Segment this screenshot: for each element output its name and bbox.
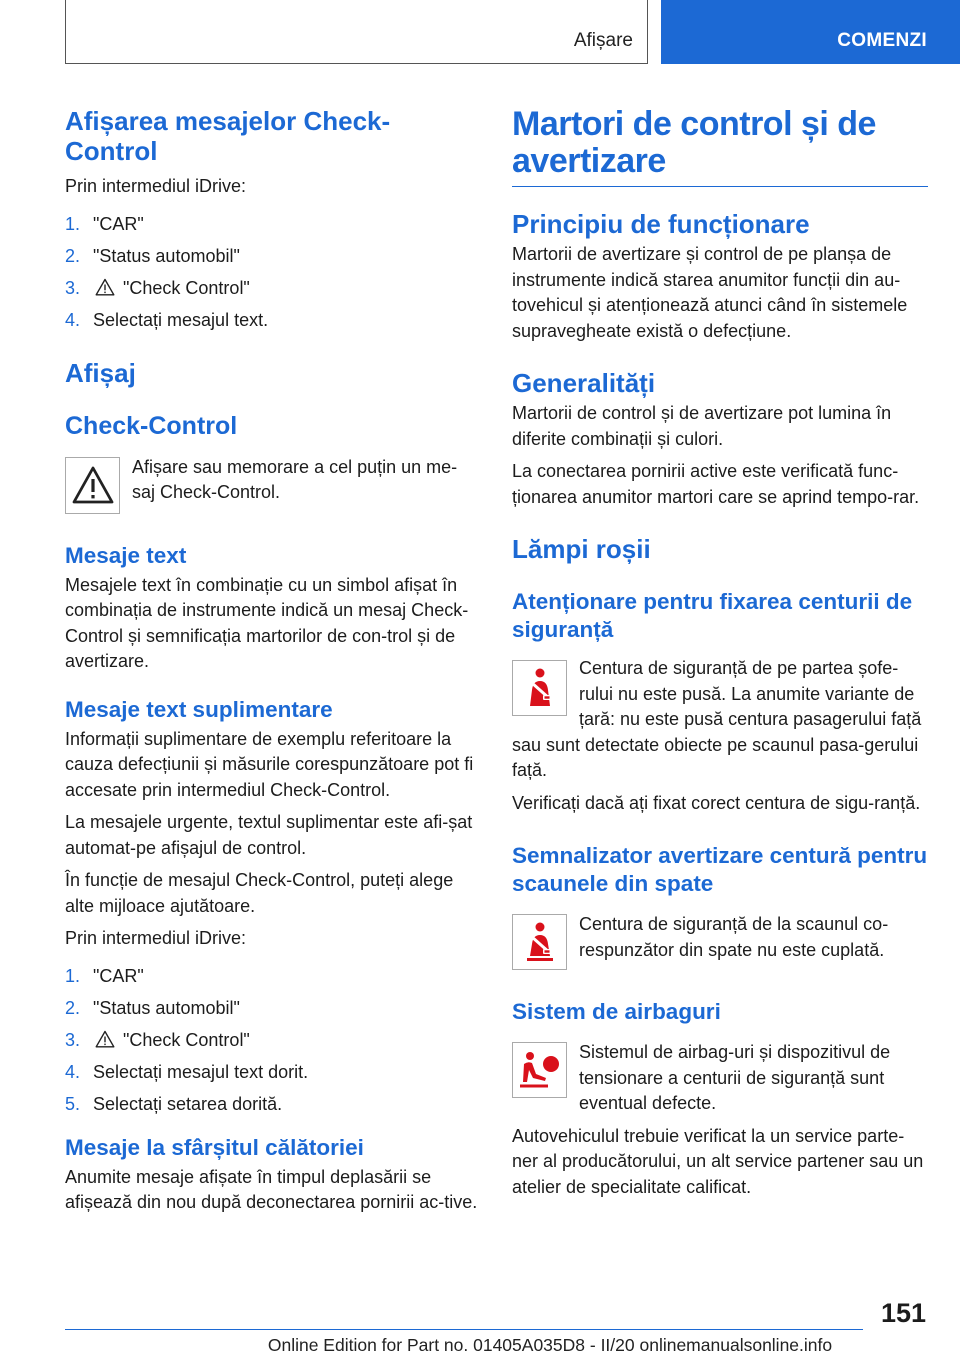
generalitati-paragraph-1: Martorii de control și de avertizare pot lumina în diferite combinații și culori. [512, 403, 892, 449]
martori-title: Martori de control și de avertizare [512, 105, 876, 180]
principiu-paragraph: Martorii de avertizare și control de pe planșa de instrumente indică starea anumitor funcții din au-tovehicul și atenționează atunci când în sistemele supravegheate există o defecțiune. [512, 244, 908, 341]
airbag-paragraph-1: Sistemul de airbag-uri și dispozitivul de tensionare a centurii de siguranță sunt eventual defecte. [579, 1042, 891, 1113]
suplimentare-paragraph-2: La mesajele urgente, textul suplimentar este afi-șat automat-pe afișajul de control. [65, 812, 473, 858]
list-item: 3. "Check Control" [65, 277, 250, 298]
generalitati-heading: Generalități [512, 368, 656, 398]
list-item: 4. Selectați mesajul text. [65, 310, 269, 331]
page-number: 151 [880, 1298, 926, 1328]
steps-list-1 [65, 212, 480, 334]
intro-text: Prin intermediul iDrive: [65, 176, 247, 196]
header-chapter-label: COMENZI [837, 30, 927, 51]
suplimentare-paragraph-4: Prin intermediul iDrive: [65, 928, 247, 949]
check-control-row [65, 455, 480, 514]
warning-triangle-icon [65, 457, 120, 514]
sfarsit-calatoriei-paragraph: Anumite mesaje afișate în timpul deplasării se afișează din nou după deconectarea pornirii ac-tive. [65, 1166, 478, 1213]
list-item: 4. Selectați mesajul text dorit. [65, 1062, 309, 1083]
atentionare-paragraph-1: Centura de siguranță de pe partea șofe-rului nu este pusă. La anumite variante de țară: nu este pusă centura pasagerului față sau sunt detectate obiecte pe scaunul pasa-gerului față. [512, 658, 922, 780]
atentionare-block [512, 656, 928, 784]
warning-triangle-icon [95, 278, 115, 296]
steps-list-2 [65, 964, 480, 1118]
footer-edition-text [0, 1335, 960, 1356]
left-column [65, 106, 480, 1216]
check-control-heading: Check-Control [65, 411, 238, 440]
mesaje-text-heading: Mesaje text [65, 542, 187, 568]
lampi-rosii-heading: Lămpi roșii [512, 534, 651, 564]
check-control-title: Afișarea mesajelor Check-Control [65, 106, 391, 166]
header-section-label: Afișare [573, 30, 633, 51]
list-item: 2. "Status automobil" [65, 245, 240, 266]
list-item: 1. "CAR" [65, 965, 144, 986]
warning-triangle-icon [95, 1030, 115, 1048]
suplimentare-paragraph-1: Informații suplimentare de exemplu referitoare la cauza defecțiunii și măsurile corespunzătoare pot fi accesate prin intermediul Check-Control. [65, 728, 474, 800]
seatbelt-warning-icon [512, 660, 567, 716]
sfarsit-calatoriei-heading: Mesaje la sfârșitul călătoriei [65, 1134, 364, 1160]
semnalizator-paragraph: Centura de siguranță de la scaunul co-respunzător din spate nu este cuplată. [579, 914, 889, 960]
rear-seatbelt-warning-icon [512, 914, 567, 970]
footer-watermark: Online Edition for Part no. 01405A035D8 - II/20 onlinemanualsonline.info [267, 1335, 833, 1355]
airbag-heading: Sistem de airbaguri [512, 999, 721, 1024]
afisaj-heading: Afișaj [65, 357, 136, 388]
generalitati-paragraph-2: La conectarea pornirii active este verificată func-ționarea anumitor martori care se aprind tempo-rar. [512, 461, 920, 507]
check-control-text: Afișare sau memorare a cel puțin un me-saj Check-Control. [132, 456, 458, 503]
footer-divider [65, 1329, 863, 1330]
atentionare-centura-heading: Atenționare pentru fixarea centurii de siguranță [512, 589, 913, 642]
airbag-warning-icon [512, 1042, 567, 1098]
list-item: 1. "CAR" [65, 213, 144, 234]
header-section-tab [65, 0, 648, 64]
airbag-paragraph-2: Autovehiculul trebuie verificat la un service parte-ner al producătorului, un alt service partener sau un atelier de specialitate calificat. [512, 1125, 924, 1197]
header-chapter-tab [661, 0, 960, 64]
right-column [512, 106, 928, 1200]
atentionare-paragraph-2: Verificați dacă ați fixat corect centura de sigu-ranță. [512, 792, 921, 813]
suplimentare-paragraph-3: În funcție de mesajul Check-Control, puteți alege alte mijloace ajutătoare. [65, 870, 454, 916]
mesaje-suplimentare-heading: Mesaje text suplimentare [65, 696, 333, 722]
list-item: 3. "Check Control" [65, 1029, 250, 1050]
airbag-row [512, 1040, 928, 1117]
semnalizator-row [512, 912, 928, 970]
mesaje-text-paragraph: Mesajele text în combinație cu un simbol afișat în combinația de instrumente indică un mesaj Check-Control și semnificația martorilor de con-trol și de avertizare. [65, 574, 469, 672]
principiu-heading: Principiu de funcționare [512, 209, 810, 239]
list-item: 2. "Status automobil" [65, 997, 240, 1018]
semnalizator-heading: Semnalizator avertizare centură pentru scaunele din spate [512, 843, 928, 896]
title-divider [512, 186, 928, 187]
list-item: 5. Selectați setarea dorită. [65, 1094, 283, 1115]
